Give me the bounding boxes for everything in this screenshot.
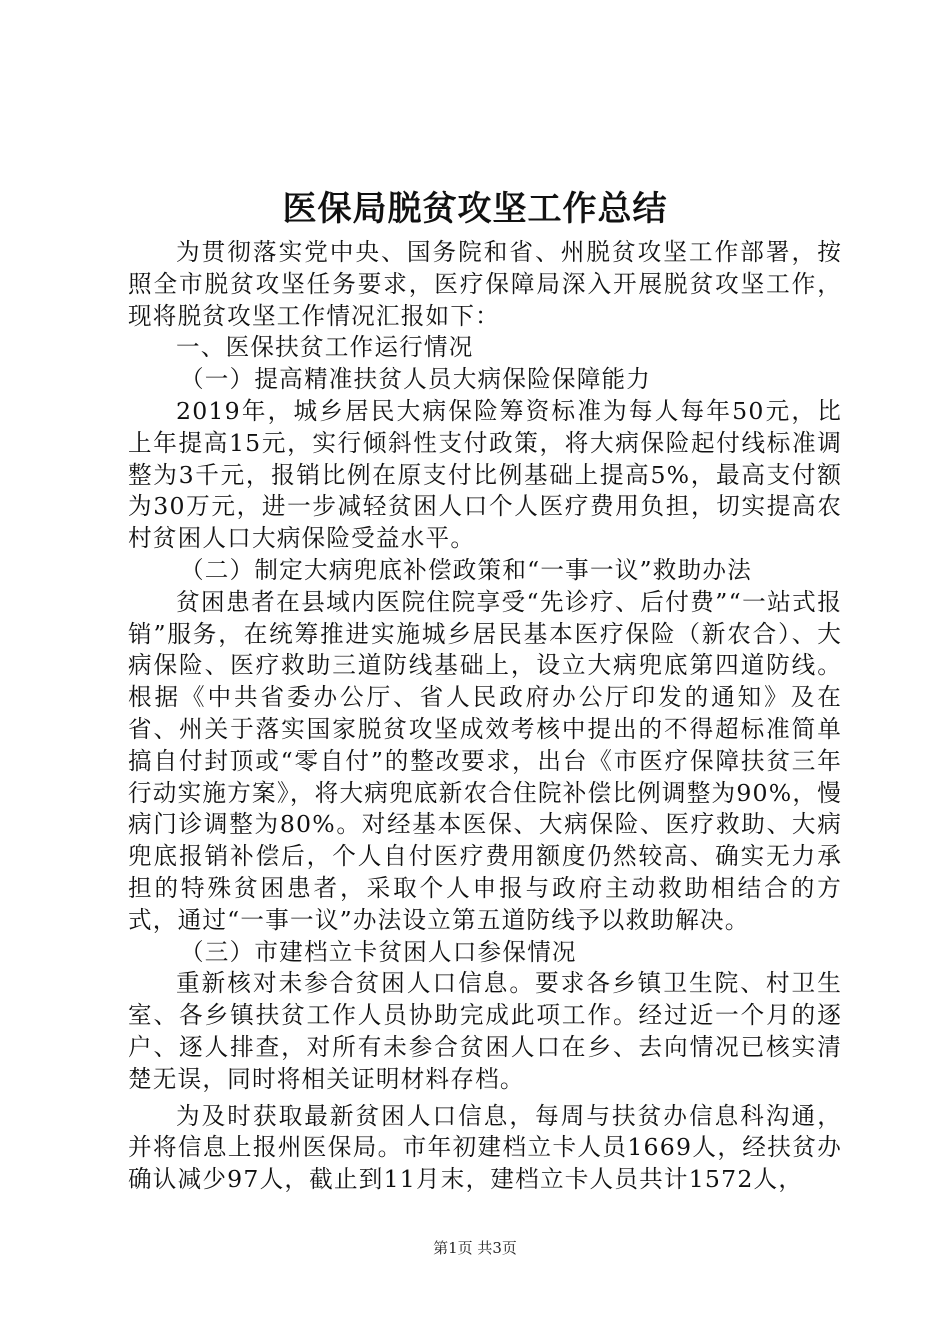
intro-paragraph: 为贯彻落实党中央、国务院和省、州脱贫攻坚工作部署，按照全市脱贫攻坚任务要求，医疗保障局深入开展脱贫攻坚工作，现将脱贫攻坚工作情况汇报如下： <box>128 238 842 330</box>
body-paragraph: 为及时获取最新贫困人口信息，每周与扶贫办信息科沟通，并将信息上报州医保局。市年初建档立卡人员1669人，经扶贫办确认减少97人，截止到11月末，建档立卡人员共计1572人， <box>128 1101 842 1194</box>
subsection-heading-2: （二）制定大病兜底补偿政策和“一事一议”救助办法 <box>180 555 752 584</box>
body-paragraph: 2019年，城乡居民大病保险筹资标准为每人每年50元，比上年提高15元，实行倾斜性支付政策，将大病保险起付线标准调整为3千元，报销比例在原支付比例基础上提高5%，最高支付额为30万元，进一步减轻贫困人口个人医疗费用负担，切实提高农村贫困人口大病保险受益水平。 <box>128 396 842 553</box>
body-paragraph: 贫困患者在县域内医院住院享受“先诊疗、后付费”“一站式报销”服务，在统筹推进实施城乡居民基本医疗保险（新农合）、大病保险、医疗救助三道防线基础上，设立大病兜底第四道防线。根据《中共省委办公厅、省人民政府办公厅印发的通知》及在省、州关于落实国家脱贫攻坚成效考核中提出的不得超标准简单搞自付封顶或“零自付”的整改要求，出台《市医疗保障扶贫三年行动实施方案》，将大病兜底新农合住院补偿比例调整为90%，慢病门诊调整为80%。对经基本医保、大病保险、医疗救助、大病兜底报销补偿后，个人自付医疗费用额度仍然较高、确实无力承担的特殊贫困患者，采取个人申报与政府主动救助相结合的方式，通过“一事一议”办法设立第五道防线予以救助解决。 <box>128 587 842 934</box>
subsection-heading-3: （三）市建档立卡贫困人口参保情况 <box>180 937 577 966</box>
page-number-footer: 第1页 共3页 <box>433 1239 517 1257</box>
document-body <box>128 237 842 1196</box>
section-heading-1: 一、医保扶贫工作运行情况 <box>176 333 474 362</box>
body-paragraph: 重新核对未参合贫困人口信息。要求各乡镇卫生院、村卫生室、各乡镇扶贫工作人员协助完成此项工作。经过近一个月的逐户、逐人排查，对所有未参合贫困人口在乡、去向情况已核实清楚无误，同时将相关证明材料存档。 <box>128 969 842 1093</box>
subsection-heading-1: （一）提高精准扶贫人员大病保险保障能力 <box>180 365 652 394</box>
document-title: 医保局脱贫攻坚工作总结 <box>282 189 668 229</box>
